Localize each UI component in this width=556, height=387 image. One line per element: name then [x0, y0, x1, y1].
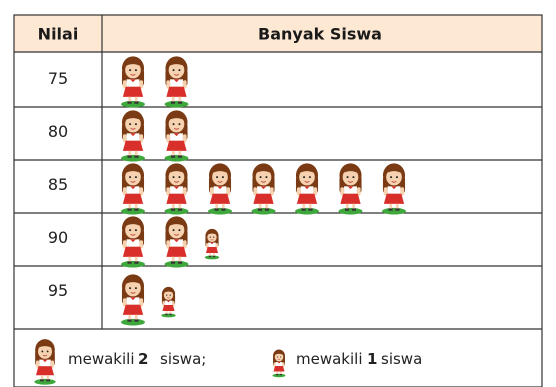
full-icon — [121, 216, 145, 267]
legend-full-unit: siswa; — [160, 350, 207, 368]
row-label: 85 — [47, 175, 69, 194]
full-icon — [252, 163, 276, 214]
full-icon — [121, 163, 145, 214]
full-icon — [339, 163, 363, 214]
half-icon — [205, 229, 219, 260]
row-label: 75 — [47, 69, 69, 88]
row-label: 90 — [47, 228, 69, 247]
header-banyak-siswa: Banyak Siswa — [258, 24, 382, 44]
full-icon — [121, 110, 145, 161]
table-grid — [14, 15, 542, 387]
row-label: 95 — [47, 281, 69, 300]
pictogram-icons — [121, 56, 406, 325]
full-icon — [382, 163, 406, 214]
header-nilai: Nilai — [37, 24, 79, 44]
full-icon — [165, 56, 189, 107]
full-icon — [121, 274, 145, 325]
full-icon — [165, 110, 189, 161]
legend-half-unit: siswa — [381, 350, 423, 368]
full-icon — [165, 216, 189, 267]
full-icon — [121, 56, 145, 107]
legend — [34, 339, 422, 385]
full-icon — [208, 163, 232, 214]
legend-half-icon — [273, 350, 286, 378]
row-label: 80 — [47, 122, 69, 141]
legend-half-text: mewakili — [296, 350, 363, 368]
legend-full-text: mewakili — [68, 350, 135, 368]
full-icon — [295, 163, 319, 214]
full-icon — [165, 163, 189, 214]
half-icon — [161, 287, 175, 318]
legend-full-icon — [34, 339, 55, 385]
legend-full-value: 2 — [138, 350, 149, 368]
legend-half-value: 1 — [367, 350, 378, 368]
